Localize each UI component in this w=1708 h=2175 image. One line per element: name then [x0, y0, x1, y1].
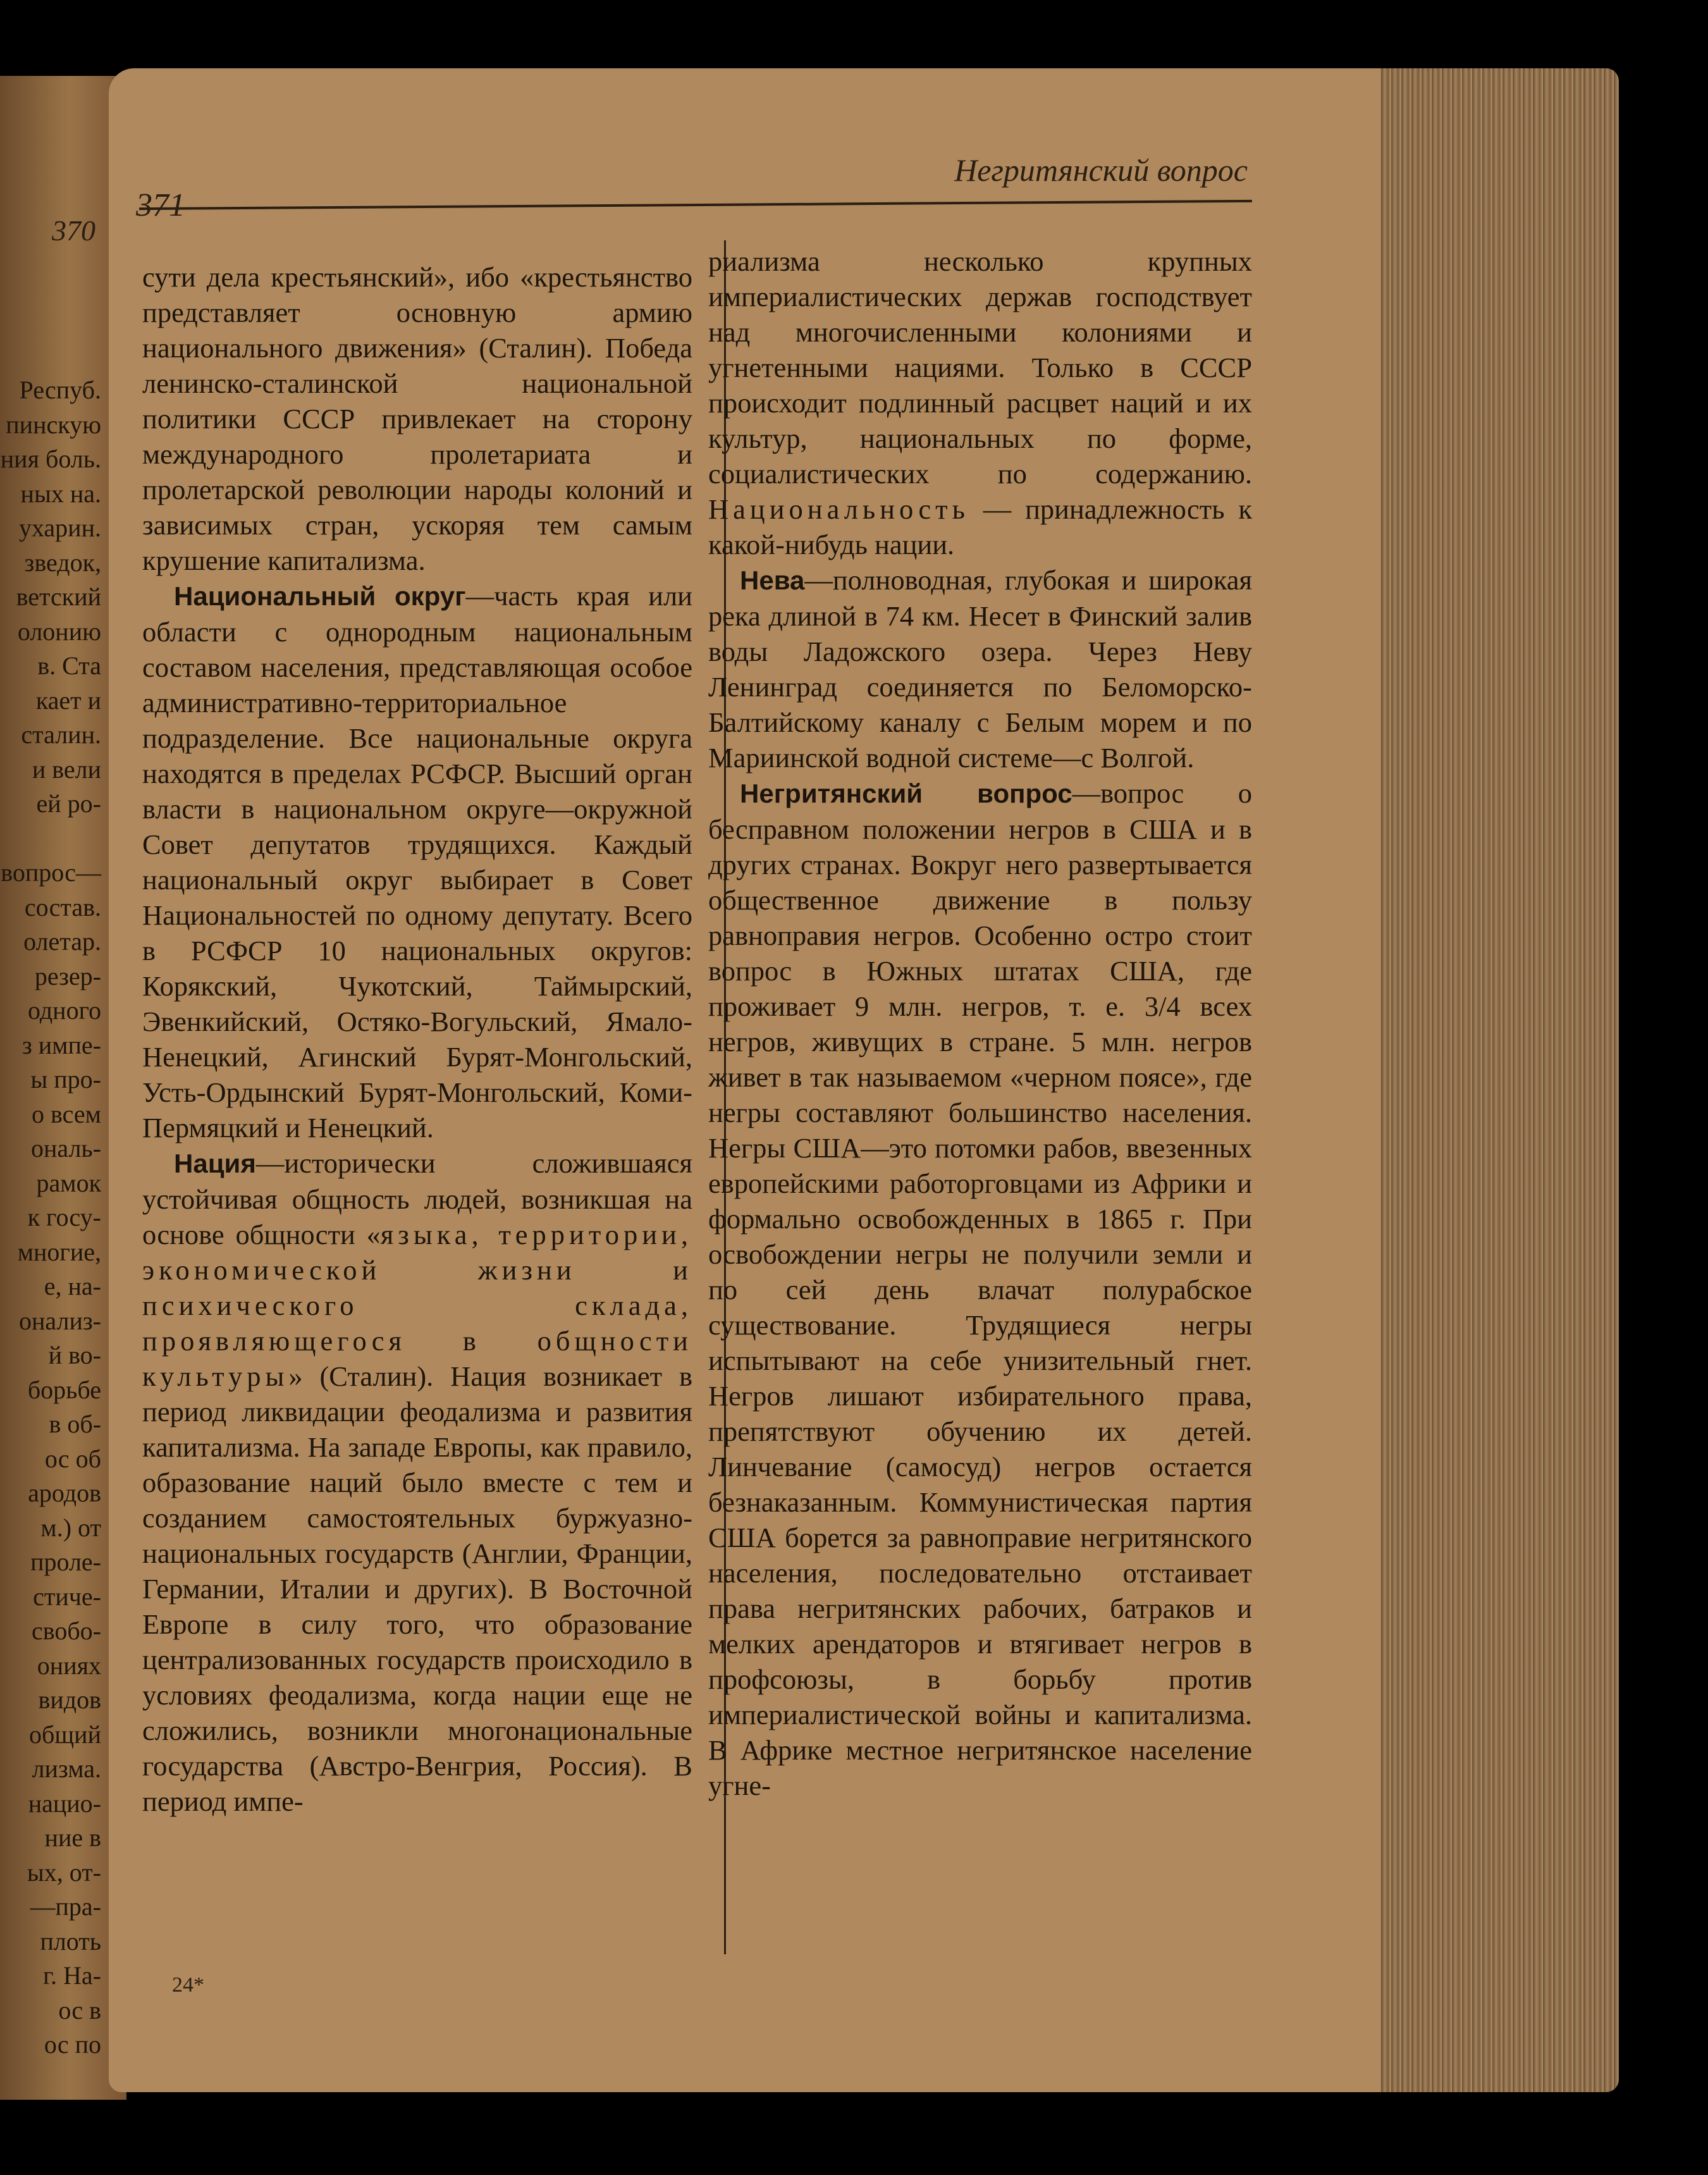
- left-page-fragment: ых, от-: [27, 1858, 101, 1887]
- left-page-fragment: в. Ста: [37, 651, 101, 680]
- left-page-fragment: к госу-: [27, 1203, 101, 1231]
- left-page-fragment: ародов: [28, 1479, 101, 1507]
- left-page-fragment: одного: [27, 996, 101, 1025]
- entry-negro-question: [708, 775, 1252, 1803]
- page-edges: [1341, 68, 1619, 2092]
- left-page-fragment: пинскую: [6, 410, 101, 439]
- left-page-fragment: проле-: [30, 1548, 101, 1576]
- entry-text: —исторически сложившаяся устойчивая общность людей, возникшая на основе общности «: [142, 1147, 692, 1250]
- left-page-fragment: видов: [38, 1685, 101, 1714]
- left-page-fragment: многие,: [17, 1237, 101, 1266]
- left-page-fragment: з импе-: [22, 1030, 101, 1059]
- entry-spaced-text: языка, территории, экономической жизни и психического склада, проявляющегося в общности культуры: [142, 1219, 692, 1392]
- left-page-fragment: —пра-: [30, 1892, 101, 1921]
- left-page-fragment: ветский: [16, 582, 101, 611]
- left-page-fragment: вопрос—: [1, 858, 101, 887]
- left-page-fragment: ональ-: [30, 1134, 101, 1162]
- entry-text: — принадлежность к какой-нибудь нации.: [708, 493, 1252, 560]
- left-page-fragment: ос в: [58, 1995, 101, 2024]
- left-page-fragment: общий: [29, 1720, 101, 1749]
- left-page-fragment: олетар.: [23, 927, 101, 956]
- entry-neva: [708, 562, 1252, 775]
- left-page-fragment: кает и: [35, 686, 101, 715]
- left-page-fragment: борьбе: [27, 1375, 101, 1404]
- left-page-fragment: [0, 822, 126, 856]
- entry-spaced-text: Национальность: [708, 493, 969, 525]
- left-page-fragment: зведок,: [24, 548, 101, 577]
- left-page-fragment: плоть: [40, 1926, 101, 1956]
- left-page-fragment: свобо-: [31, 1617, 101, 1645]
- left-page-fragment: г. На-: [43, 1961, 101, 1990]
- entry-natsiya-continued: [708, 243, 1252, 562]
- left-page-fragment: ние в: [44, 1823, 101, 1852]
- left-page-fragment: м.) от: [40, 1513, 101, 1542]
- entry-natsiya: [142, 1145, 692, 1819]
- left-page: [0, 76, 126, 2100]
- left-page-fragment: й во-: [48, 1341, 101, 1369]
- left-page-fragment: ос по: [44, 2030, 101, 2059]
- left-page-fragment: сталин.: [21, 720, 101, 749]
- entry-term: Нация: [174, 1149, 256, 1178]
- left-page-fragment: и вели: [32, 755, 101, 784]
- right-column: [708, 243, 1252, 1803]
- entry-text: риализма несколько крупных империалистических держав господствует над многочисленными колониями и угнетенными нациями. Только в СССР происходит подлинный расцвет наций и их культур, национальных по форме, социалистических по содержанию.: [708, 245, 1252, 490]
- left-page-fragment: е, на-: [44, 1272, 101, 1300]
- left-page-fragment: о всем: [32, 1099, 101, 1128]
- running-header-title: Негритянский вопрос: [954, 152, 1248, 188]
- entry-term: Национальный округ: [174, 581, 466, 611]
- left-column: [142, 259, 692, 1819]
- left-page-fragment: ониях: [37, 1651, 101, 1680]
- left-page-fragment: Респуб.: [19, 376, 101, 404]
- left-page-fragment: ы про-: [30, 1065, 101, 1094]
- left-page-fragment: ей ро-: [36, 789, 101, 818]
- left-page-fragment: лизма.: [32, 1754, 101, 1783]
- left-page-fragment: рамок: [36, 1168, 101, 1197]
- left-page-fragment: в об-: [49, 1410, 101, 1438]
- printer-signature: 24*: [172, 1973, 204, 1997]
- entry-text: » (Сталин). Нация возникает в период ликвидации феодализма и развития капитализма. На западе Европы, как правило, образование наций было вместе с тем и созданием самостоятельных буржуазно-национальных государств (Англии, Франции, Германии, Италии и других). В Восточной Европе в силу того, что образование централизованных государств происходило в условиях феодализма, когда нации еще не сложились, возникли многонациональные государства (Австро-Венгрия, Россия). В период импе-: [142, 1360, 692, 1817]
- entry-term: Нева: [740, 565, 805, 595]
- left-page-fragment: резер-: [34, 961, 101, 990]
- left-page-fragment: стиче-: [33, 1582, 101, 1611]
- page-number: 371: [136, 187, 185, 223]
- left-page-fragment: ухарин.: [18, 514, 101, 542]
- left-page-fragment: ния боль.: [0, 445, 101, 473]
- left-page-fragment: состав.: [24, 892, 101, 921]
- left-page-text-fragments: [0, 373, 126, 2062]
- paragraph-national-question-end: сути дела крестьянский», ибо «крестьянство представляет основную армию национального движения» (Сталин). Победа ленинско-сталинской национальной политики СССР привлекает на сторону международного пролетариата и пролетарской революции народы колоний и зависимых стран, ускоряя тем самым крушение капитализма.: [142, 261, 692, 576]
- entry-text: —вопрос о бесправном положении негров в США и в других странах. Вокруг него развертывается общественное движение в пользу равноправия негров. Особенно остро стоит вопрос в Южных штатах США, где проживает 9 млн. негров, т. е. 3/4 всех негров, живущих в стране. 5 млн. негров живет в так называемом «черном поясе», где негры составляют большинство населения. Негры США—это потомки рабов, ввезенных европейскими работорговцами из Африки и формально освобожденных в 1865 г. При освобождении негры не получили земли и по сей день влачат полурабское существование. Трудящиеся негры испытывают на себе унизительный гнет. Негров лишают избирательного права, препятствуют обучению их детей. Линчевание (самосуд) негров остается безнаказанным. Коммунистическая партия США борется за равноправие негритянского населения, последовательно отстаивает права негритянских рабочих, батраков и мелких арендаторов и втягивает негров в профсоюзы, в борьбу против империалистической войны и капитализма. В Африке местное негритянское население угне-: [708, 777, 1252, 1801]
- left-page-fragment: олонию: [17, 617, 101, 646]
- entry-term: Негритянский вопрос: [740, 779, 1072, 808]
- left-page-fragment: ос об: [44, 1444, 101, 1473]
- entry-national-okrug: [142, 578, 692, 1145]
- left-page-fragment: нацио-: [28, 1789, 101, 1818]
- left-page-fragment: онализ-: [19, 1306, 101, 1335]
- entry-text: —часть края или области с однородным национальным составом населения, представляющая особое административно-территориальное подразделение. Все национальные округа находятся в пределах РСФСР. Высший орган власти в национальном округе—окружной Совет депутатов трудящихся. Каждый национальный округ выбирает в Совет Национальностей по одному депутату. Всего в РСФСР 10 национальных округов: Корякский, Чукотский, Таймырский, Эвенкийский, Остяко-Вогульский, Ямало-Ненецкий, Агинский Бурят-Монгольский, Усть-Ордынский Бурят-Монгольский, Коми-Пермяцкий и Ненецкий.: [142, 580, 692, 1143]
- left-page-fragment: ных на.: [20, 479, 101, 508]
- left-page-number: 370: [52, 214, 95, 247]
- entry-text: —полноводная, глубокая и широкая река длиной в 74 км. Несет в Финский залив воды Ладожского озера. Через Неву Ленинград соединяется по Беломорско-Балтийскому каналу с Белым морем и по Мариинской водной системе—с Волгой.: [708, 564, 1252, 773]
